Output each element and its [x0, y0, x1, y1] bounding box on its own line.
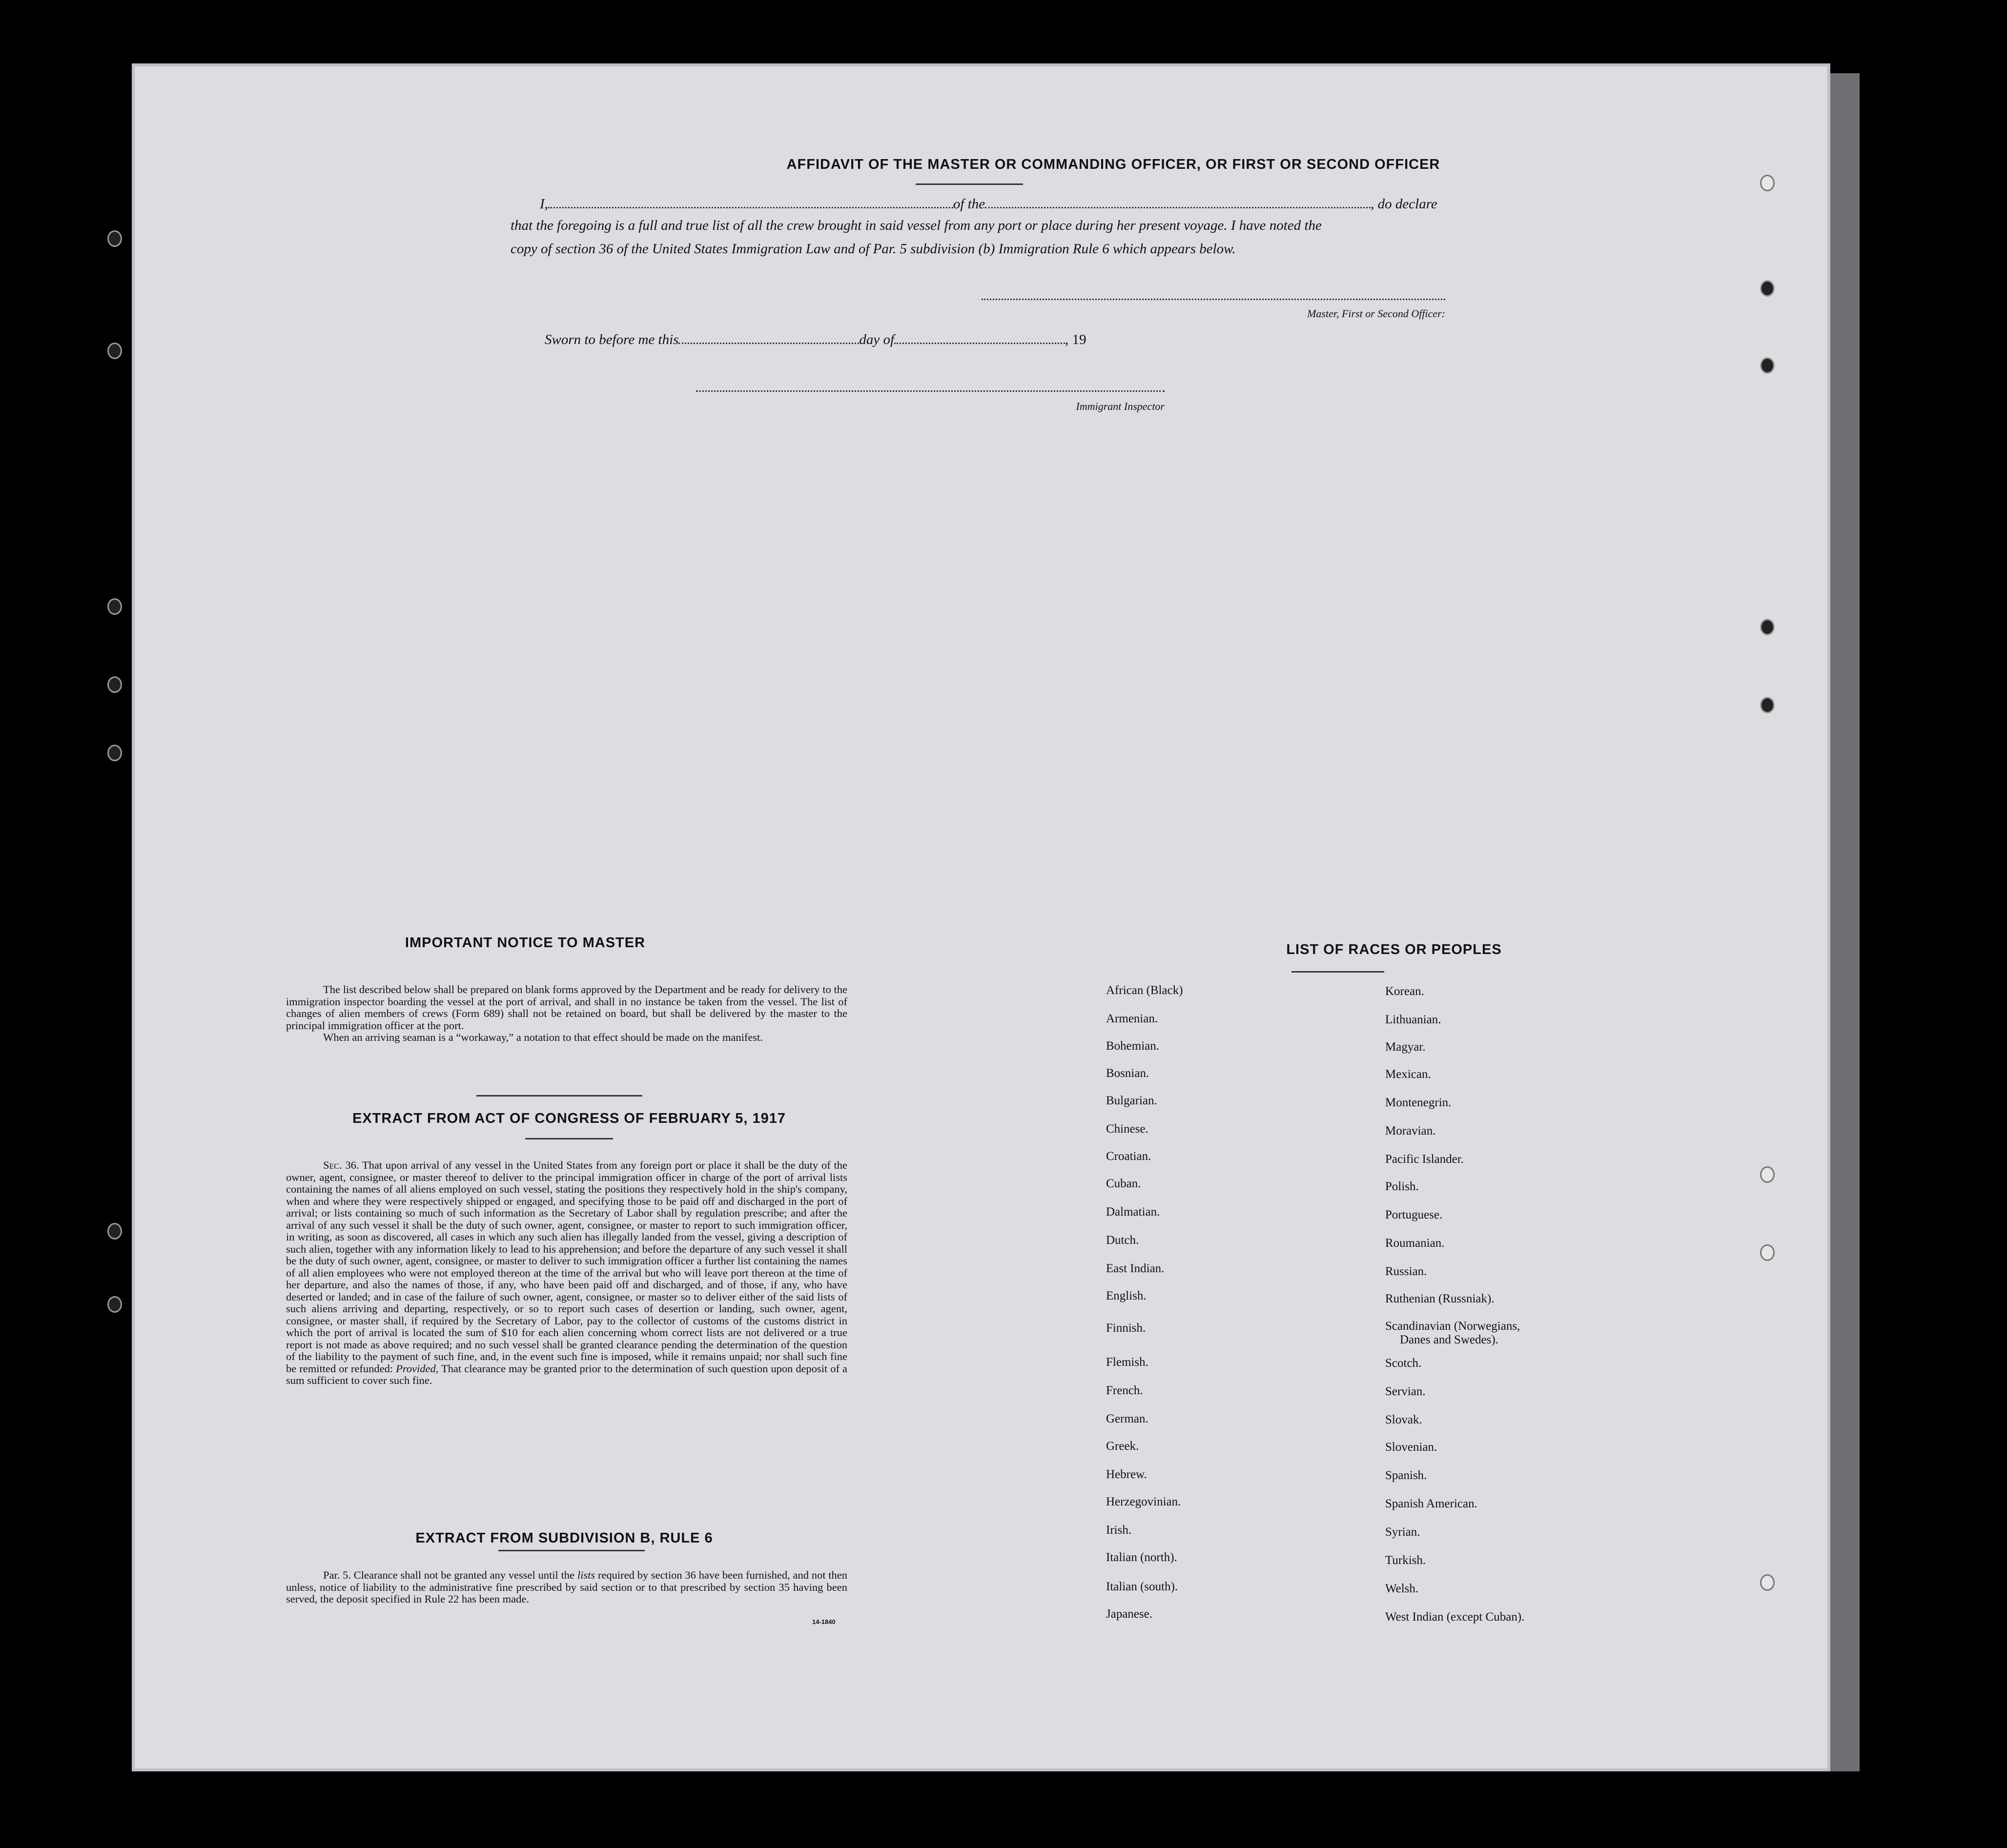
- binder-hole: [107, 1223, 122, 1239]
- race-item: Scandinavian (Norwegians,: [1385, 1320, 1520, 1333]
- binder-hole: [1760, 175, 1775, 191]
- affidavit-line-1: [540, 194, 1437, 212]
- race-item: Croatian.: [1106, 1150, 1151, 1163]
- race-item: Dutch.: [1106, 1234, 1139, 1247]
- binder-hole: [107, 1296, 122, 1313]
- race-item: Herzegovinian.: [1106, 1495, 1181, 1508]
- rule-text-b: required by section 36 have been furnished, and not then unless, notice of liability to the administrative fine prescribed by said section or to that prescribed by section 35 having been served, the deposit specified in Rule 22 has been made.: [286, 1569, 848, 1605]
- race-item: Slovak.: [1385, 1413, 1422, 1426]
- race-item: West Indian (except Cuban).: [1385, 1610, 1525, 1624]
- race-item: German.: [1106, 1412, 1148, 1425]
- race-item: Korean.: [1385, 985, 1424, 998]
- extract-act-body: [286, 1159, 847, 1387]
- binder-hole: [1760, 280, 1775, 297]
- binder-hole: [1760, 357, 1775, 374]
- divider: [498, 1550, 645, 1551]
- inspector-signature-line: [696, 390, 1165, 392]
- race-item: French.: [1106, 1384, 1143, 1397]
- binder-hole: [1760, 619, 1775, 635]
- race-item: Japanese.: [1106, 1607, 1153, 1621]
- affidavit-do-declare-label: , do declare: [1371, 196, 1437, 212]
- race-item: Irish.: [1106, 1523, 1132, 1537]
- race-item: Bulgarian.: [1106, 1094, 1157, 1107]
- race-item: Italian (south).: [1106, 1580, 1178, 1593]
- race-item: East Indian.: [1106, 1262, 1165, 1275]
- race-item: Chinese.: [1106, 1122, 1148, 1136]
- binder-hole: [1760, 1244, 1775, 1261]
- notice-paragraph: When an arriving seaman is a “workaway,” a notation to that effect should be made on the manifest.: [323, 1031, 763, 1043]
- binder-hole: [1760, 697, 1775, 713]
- race-item: Finnish.: [1106, 1321, 1146, 1335]
- divider: [476, 1095, 642, 1097]
- sworn-year: , 19: [1065, 332, 1086, 347]
- page-edge-shadow: [1830, 73, 1860, 1771]
- race-item: Welsh.: [1385, 1582, 1419, 1595]
- race-item: Moravian.: [1385, 1124, 1436, 1137]
- race-item: Italian (north).: [1106, 1551, 1177, 1564]
- race-item: Ruthenian (Russniak).: [1385, 1292, 1495, 1305]
- rule-text-a: Par. 5. Clearance shall not be granted any vessel until the: [323, 1569, 575, 1581]
- race-item: Dalmatian.: [1106, 1205, 1160, 1218]
- notice-title: IMPORTANT NOTICE TO MASTER: [405, 935, 646, 951]
- race-item: Magyar.: [1385, 1040, 1426, 1054]
- affidavit-of-the-label: of the: [953, 196, 985, 212]
- binder-hole: [107, 230, 122, 247]
- races-title: LIST OF RACES OR PEOPLES: [1286, 942, 1502, 957]
- binder-hole: [107, 343, 122, 359]
- rule-text-lists: lists: [577, 1569, 595, 1581]
- race-item: Bohemian.: [1106, 1039, 1160, 1053]
- binder-hole: [1760, 1166, 1775, 1183]
- race-item: Mexican.: [1385, 1068, 1431, 1081]
- notice-body: [286, 984, 847, 1044]
- affidavit-title: AFFIDAVIT OF THE MASTER OR COMMANDING OFFICER, OR FIRST OR SECOND OFFICER: [786, 157, 1440, 172]
- race-item: Portuguese.: [1385, 1208, 1443, 1221]
- race-item: Spanish American.: [1385, 1497, 1477, 1510]
- affidavit-line-3: copy of section 36 of the United States Immigration Law and of Par. 5 subdivision (b) Immigration Rule 6 which appears below.: [511, 241, 1236, 257]
- extract-rule-title: EXTRACT FROM SUBDIVISION B, RULE 6: [415, 1530, 713, 1546]
- race-item: Bosnian.: [1106, 1067, 1149, 1080]
- binder-hole: [107, 598, 122, 615]
- section-36-text: That upon arrival of any vessel in the United States from any foreign port or place it shall be the duty of the owner, agent, consignee, or master thereof to deliver to the principal immigration officer in charge of the port of arrival lists containing the names of all aliens employed on such vessel, stating the positions they respectively hold in the ship's company, when and where they were respectively shipped or engaged, and specifying those to be paid off and discharged in the port of arrival; or lists containing so much of such information as the Secretary of Labor shall by regulation prescribe; and after the arrival of any such vessel it shall be the duty of such owner, agent, consignee, or master to report to such immigration officer, in writing, as soon as discovered, all cases in which any such alien has illegally landed from the vessel, giving a description of such alien, together with any information likely to lead to his apprehension; and before the departure of any such vessel it shall be the duty of such owner, agent, consignee, or master to deliver to such immigration officer a further list containing the names of all alien employees who were not employed thereon at the time of the arrival but who will leave port thereon at the time of her departure, and also the names of those, if any, who have been paid off and discharged, and of those, if any, who have deserted or landed; and in case of the failure of such owner, agent, consignee, or master so to deliver either of the said lists of such aliens arriving and departing, respectively, or so to report such cases of desertion or landing, such owner, agent, consignee, or master shall, if required by the Secretary of Labor, pay to the collector of customs of the customs district in which the port of arrival is located the sum of $10 for each alien concerning whom correct lists are not delivered or a true report is not made as above required; and no such vessel shall be granted clearance pending the determination of the question of the liability to the payment of such fine, and, in the event such fine is imposed, while it remains unpaid; nor shall such fine be remitted or refunded:: [286, 1159, 847, 1375]
- affidavit-line-2: that the foregoing is a full and true list of all the crew brought in said vessel from any port or place during her present voyage. I have noted the: [511, 218, 1322, 233]
- sworn-day-blank: [678, 330, 859, 344]
- race-item: Flemish.: [1106, 1356, 1148, 1369]
- race-item: Spanish.: [1385, 1469, 1427, 1482]
- race-item: Hebrew.: [1106, 1468, 1147, 1481]
- binder-hole: [107, 676, 122, 693]
- race-item: Lithuanian.: [1385, 1013, 1441, 1026]
- race-item: African (Black): [1106, 984, 1183, 997]
- divider: [916, 183, 1023, 185]
- race-item: English.: [1106, 1289, 1147, 1302]
- sworn-prefix: Sworn to before me this: [545, 332, 679, 347]
- race-item: Montenegrin.: [1385, 1096, 1452, 1109]
- divider: [1291, 971, 1384, 973]
- race-item: Russian.: [1385, 1265, 1427, 1278]
- race-item: Greek.: [1106, 1440, 1139, 1453]
- form-number: 14-1840: [812, 1618, 836, 1625]
- document-page: [132, 63, 1830, 1771]
- vessel-blank: [985, 194, 1371, 208]
- race-item: Syrian.: [1385, 1525, 1420, 1539]
- race-item: Servian.: [1385, 1385, 1426, 1398]
- race-item-continuation: Danes and Swedes).: [1400, 1333, 1499, 1346]
- sworn-line: [545, 330, 1086, 348]
- extract-rule-body: [286, 1569, 847, 1605]
- race-item: Roumanian.: [1385, 1237, 1445, 1250]
- extract-act-title: EXTRACT FROM ACT OF CONGRESS OF FEBRUARY 5, 1917: [352, 1111, 786, 1126]
- race-item: Turkish.: [1385, 1554, 1426, 1567]
- provided-word: Provided,: [396, 1362, 439, 1375]
- race-item: Scotch.: [1385, 1357, 1422, 1370]
- master-label: Master, First or Second Officer:: [1307, 307, 1445, 320]
- race-item: Armenian.: [1106, 1012, 1158, 1025]
- section-label: Sec. 36.: [323, 1159, 359, 1171]
- sworn-month-blank: [894, 330, 1065, 344]
- name-blank: [548, 194, 953, 208]
- race-item: Pacific Islander.: [1385, 1153, 1464, 1166]
- master-signature-line: [982, 299, 1445, 300]
- race-item: Cuban.: [1106, 1177, 1141, 1190]
- sworn-day-of: day of: [859, 332, 895, 347]
- divider: [525, 1138, 613, 1139]
- binder-hole: [107, 745, 122, 761]
- race-item: Polish.: [1385, 1180, 1419, 1193]
- affidavit-i-label: I,: [540, 196, 548, 212]
- race-item: Slovenian.: [1385, 1441, 1437, 1454]
- inspector-label: Immigrant Inspector: [1076, 400, 1165, 412]
- notice-paragraph: The list described below shall be prepared on blank forms approved by the Department and be ready for delivery to the immigration inspector boarding the vessel at the port of arrival, and shall in no instance be taken from the vessel. The list of changes of alien members of crews (Form 689) shall not be retained on board, but shall be delivered by the master to the principal immigration officer at the port.: [286, 983, 847, 1032]
- binder-hole: [1760, 1574, 1775, 1591]
- section-36-text-end: That clearance may be granted prior to the determination of such question upon deposit of a sum sufficient to cover such fine.: [286, 1362, 848, 1386]
